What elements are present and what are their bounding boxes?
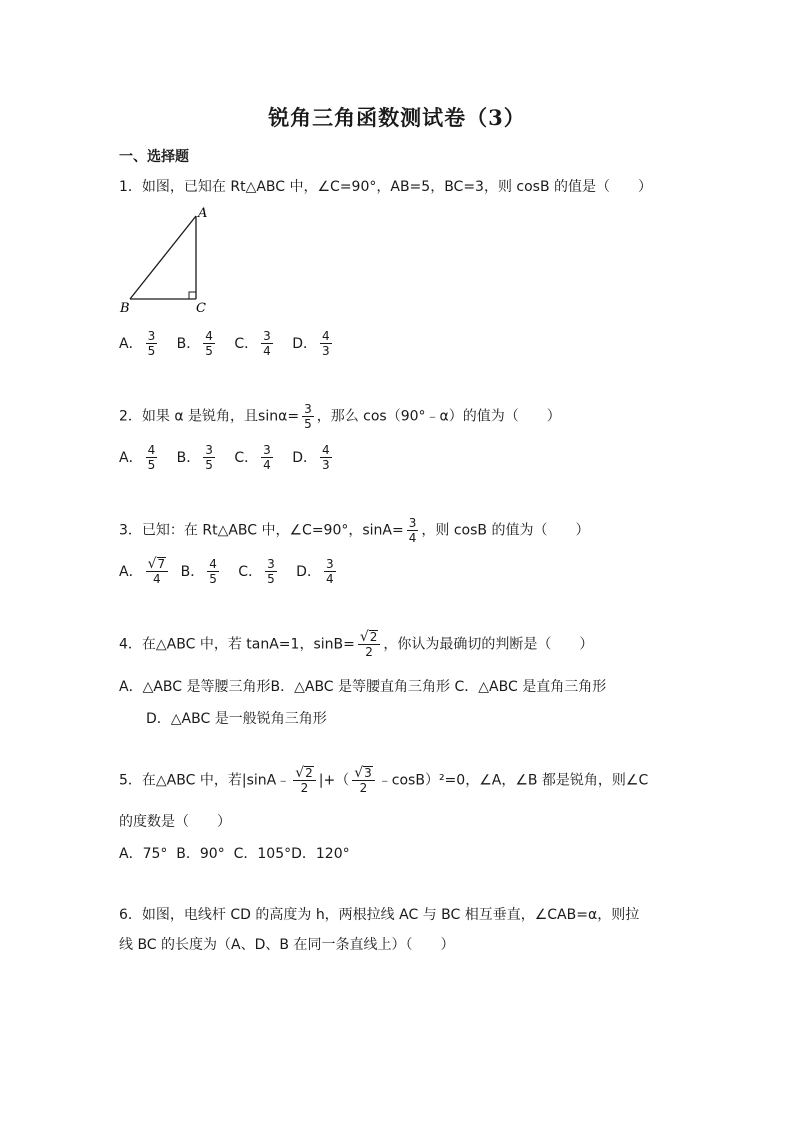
numerator: 4	[322, 329, 330, 343]
q1-option-d[interactable]	[292, 329, 334, 358]
option-label: C．	[234, 449, 259, 466]
q2-equals: =	[287, 408, 300, 425]
denominator: 3	[322, 344, 330, 358]
numerator	[352, 766, 375, 781]
q5-sin-a: sinA﹣	[246, 772, 291, 789]
q5-stem	[119, 766, 648, 795]
radicand: 2	[369, 630, 378, 644]
q3-option-c[interactable]	[238, 557, 279, 586]
fraction	[146, 557, 169, 586]
numerator: 4	[205, 329, 213, 343]
q3-stem-post: ，则 cosB 的值为（ ）	[421, 522, 590, 539]
denominator: 2	[300, 781, 309, 795]
numerator	[146, 557, 169, 572]
option-label: D．	[292, 335, 318, 352]
numerator: 4	[209, 557, 217, 571]
numerator	[293, 766, 316, 781]
denominator: 5	[147, 344, 156, 358]
numerator: 3	[408, 516, 417, 530]
section-heading: 一、选择题	[119, 149, 189, 165]
option-label: B．	[180, 563, 205, 580]
fraction	[203, 443, 215, 472]
q5-options[interactable]: A．75° B．90° C．105°D．120°	[119, 846, 350, 862]
page-title: 锐角三角函数测试卷（3）	[268, 105, 526, 130]
q3-options	[119, 557, 339, 586]
q2-options	[119, 443, 335, 472]
q2-option-c[interactable]	[234, 443, 275, 472]
q1-option-a[interactable]	[119, 329, 160, 358]
q4-options-line1[interactable]: A．△ABC 是等腰三角形B．△ABC 是等腰直角三角形 C．△ABC 是直角三角形	[119, 679, 607, 695]
q5-cos-part: ﹣cosB）²=0，∠A，∠B 都是锐角，则∠C	[377, 772, 649, 789]
right-angle-mark	[189, 292, 196, 299]
radical-sign: √	[295, 765, 305, 781]
q3-option-b[interactable]	[180, 557, 222, 586]
numerator: 3	[263, 443, 271, 457]
q3-option-a[interactable]	[119, 556, 171, 586]
q3-option-d[interactable]	[296, 557, 338, 586]
numerator: 4	[147, 443, 156, 457]
denominator: 4	[153, 572, 161, 586]
fraction	[293, 766, 316, 795]
denominator: 5	[209, 572, 217, 586]
denominator: 2	[359, 781, 368, 795]
radicand: 3	[364, 766, 372, 780]
denominator: 2	[365, 645, 373, 659]
label-c: C	[196, 301, 206, 314]
option-label: D．	[292, 449, 318, 466]
numerator: 3	[263, 329, 271, 343]
numerator: 3	[325, 557, 334, 571]
denominator: 4	[263, 344, 271, 358]
q2-option-d[interactable]	[292, 443, 334, 472]
option-label: A．	[119, 563, 143, 580]
option-label: D．	[296, 563, 321, 580]
q1-option-b[interactable]	[176, 329, 218, 358]
q6-stem-line1: 6．如图，电线杆 CD 的高度为 h，两根拉线 AC 与 BC 相互垂直，∠CAB=α，则拉	[119, 907, 640, 923]
numerator: 4	[322, 443, 330, 457]
sqrt	[148, 557, 167, 571]
fraction	[358, 630, 381, 659]
sqrt	[360, 630, 379, 644]
fraction	[146, 443, 158, 472]
side-ab	[130, 216, 196, 299]
numerator: 3	[147, 329, 156, 343]
denominator: 4	[325, 572, 334, 586]
fraction	[203, 329, 215, 358]
numerator: 3	[205, 443, 213, 457]
numerator	[358, 630, 381, 645]
denominator: 4	[263, 458, 271, 472]
triangle-figure	[116, 204, 216, 314]
numerator: 3	[304, 402, 312, 416]
denominator: 4	[408, 531, 417, 545]
fraction	[265, 557, 277, 586]
q2-stem-pre: 2．如果 α 是锐角，且	[119, 408, 259, 425]
denominator: 5	[147, 458, 156, 472]
q5-abs-close: |+（	[318, 772, 350, 789]
sqrt	[354, 766, 373, 780]
q2-sin: sinα	[258, 408, 288, 425]
option-label: C．	[238, 563, 263, 580]
option-label: C．	[234, 335, 259, 352]
q6-stem-line2: 线 BC 的长度为（A、D、B 在同一条直线上）（ ）	[119, 937, 455, 953]
q3-stem	[119, 516, 589, 545]
radical-sign: √	[359, 629, 369, 645]
radical-sign: √	[147, 556, 157, 572]
label-b: B	[120, 301, 130, 314]
radical-sign: √	[354, 765, 364, 781]
q2-option-a[interactable]	[119, 443, 160, 472]
denominator: 5	[205, 458, 213, 472]
fraction	[261, 329, 273, 358]
numerator: 3	[267, 557, 275, 571]
q4-stem	[119, 630, 593, 659]
fraction	[407, 516, 419, 545]
radicand: 7	[157, 557, 166, 571]
fraction	[352, 766, 375, 795]
q4-stem-post: ，你认为最确切的判断是（ ）	[383, 636, 594, 653]
option-label: A．	[119, 449, 143, 466]
q3-stem-pre: 3．已知：在 Rt△ABC 中，∠C=90°，sinA=	[119, 522, 404, 539]
denominator: 5	[267, 572, 275, 586]
sqrt	[295, 766, 314, 780]
q2-stem-post: ，那么 cos（90°﹣α）的值为（ ）	[316, 408, 561, 425]
q5-stem-pre: 5．在△ABC 中，若	[119, 772, 242, 789]
denominator: 5	[304, 417, 312, 431]
label-a: A	[198, 206, 208, 221]
q1-option-c[interactable]	[234, 329, 275, 358]
radicand: 2	[305, 766, 313, 780]
fraction	[320, 329, 332, 358]
q1-stem: 1．如图，已知在 Rt△ABC 中，∠C=90°，AB=5，BC=3，则 cosB 的值是（ ）	[119, 179, 653, 195]
q5-stem-line2: 的度数是（ ）	[119, 814, 231, 830]
q4-options-line2[interactable]: D．△ABC 是一般锐角三角形	[146, 711, 327, 727]
fraction	[207, 557, 219, 586]
q1-options	[119, 329, 335, 358]
denominator: 3	[322, 458, 330, 472]
q4-stem-pre: 4．在△ABC 中，若 tanA=1，sinB=	[119, 636, 355, 653]
q2-stem	[119, 402, 561, 431]
option-label: B．	[176, 449, 201, 466]
fraction	[261, 443, 273, 472]
option-label: A．	[119, 335, 143, 352]
q2-option-b[interactable]	[176, 443, 218, 472]
option-label: B．	[176, 335, 201, 352]
q5-abs-open: |	[241, 772, 247, 789]
fraction	[324, 557, 336, 586]
fraction	[302, 402, 314, 431]
fraction	[146, 329, 158, 358]
denominator: 5	[205, 344, 213, 358]
fraction	[320, 443, 332, 472]
